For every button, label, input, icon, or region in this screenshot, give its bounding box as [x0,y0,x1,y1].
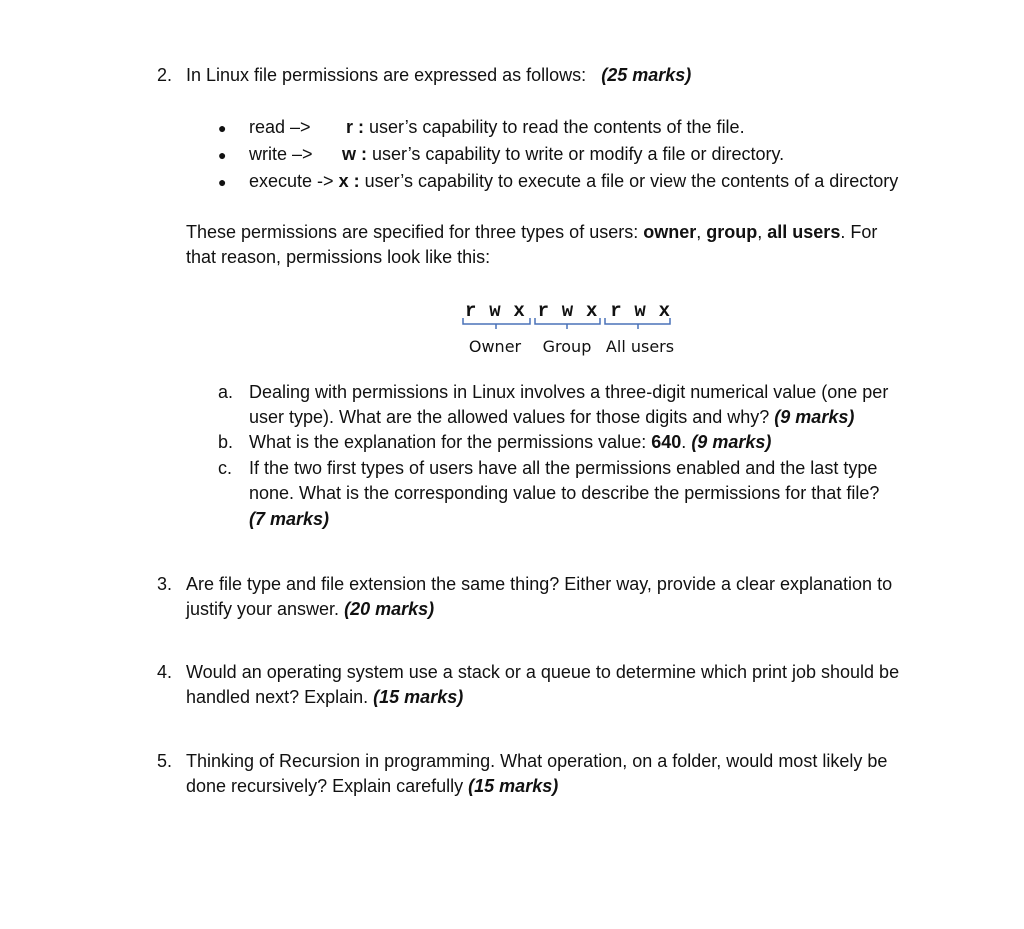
sub-a-letter: a. [218,382,234,402]
bullet-write-body [342,144,784,165]
bullet-read-desc: user’s capability to read the contents of the file. [369,117,745,137]
bullet-read-letter: r : [346,117,364,137]
permission-letter-x: x [586,300,598,322]
bullet-icon: ● [218,120,227,136]
sub-b-marks: (9 marks) [691,432,772,452]
permission-letters [465,300,670,322]
types-paragraph-post: . For [840,222,878,242]
sub-b-letter: b. [218,432,234,452]
question-3-line2 [186,599,434,620]
bullet-execute-desc: user’s capability to execute a file or view the contents of a directory [364,171,899,191]
group-term: group [706,222,758,242]
group-label: Group [542,337,592,356]
question-3-number: 3. [156,574,172,594]
question-3-line1: Are file type and file extension the same thing? Either way, provide a clear explanation to [186,574,893,594]
question-2-text [186,65,691,86]
sub-c-marks: (7 marks) [249,509,330,529]
question-5-line2 [186,776,558,797]
permission-letter-x: x [513,300,525,322]
question-4-line2-text: handled next? Explain. [186,687,369,707]
permission-letter-r: r [465,300,477,322]
bullet-execute-letter: x : [338,171,360,191]
bullet-write-letter: w : [342,144,367,164]
sub-a-line2 [249,407,854,428]
sub-c-line1: If the two first types of users have all the permissions enabled and the last type [249,458,878,478]
question-4-line1: Would an operating system use a stack or a queue to determine which print job should be [186,662,900,682]
sub-b-text: What is the explanation for the permissions value: [249,432,647,452]
bullet-read-body [346,117,745,138]
question-4-line2 [186,687,463,708]
bullet-execute [249,171,898,192]
sub-a-marks: (9 marks) [774,407,855,427]
bullet-icon: ● [218,174,227,190]
question-4-number: 4. [156,662,172,682]
permission-letter-r: r [537,300,550,322]
owner-term: owner [643,222,697,242]
owner-label: Owner [468,337,522,356]
permission-letter-w: w [634,300,646,322]
question-2-marks: (25 marks) [601,65,692,85]
bullet-read-lead: read –> [249,117,311,137]
question-5-marks: (15 marks) [468,776,559,796]
sub-a-line2-text: user type). What are the allowed values for those digits and why? [249,407,770,427]
sub-a-line1: Dealing with permissions in Linux involves a three-digit numerical value (one per [249,382,889,402]
permissions-diagram [455,300,685,362]
question-5-number: 5. [156,751,172,771]
bullet-execute-lead: execute -> [249,171,334,191]
bullet-icon: ● [218,147,227,163]
sub-c-letter: c. [218,458,233,478]
question-2-stem: In Linux file permissions are expressed as follows: [186,65,587,85]
question-2-number: 2. [156,65,172,85]
types-paragraph-pre: These permissions are specified for three types of users: [186,222,639,242]
all-users-label: All users [605,337,675,356]
question-4-marks: (15 marks) [373,687,464,707]
sub-b-line [249,432,771,453]
all-users-term: all users [767,222,841,242]
sub-b-after: . [681,432,687,452]
permission-letter-w: w [489,300,501,322]
sub-c-line2: none. What is the corresponding value to describe the permissions for that file? [249,483,880,503]
bullet-write-lead: write –> [249,144,313,164]
types-paragraph-line1: These permissions are specified for three types of users: owner, group, all users. For [186,222,878,242]
question-3-marks: (20 marks) [344,599,435,619]
permission-letter-w: w [561,300,574,322]
question-3-line2-text: justify your answer. [186,599,340,619]
bullet-write-desc: user’s capability to write or modify a file or directory. [372,144,785,164]
sub-b-value: 640 [651,432,682,452]
permission-letter-r: r [610,300,622,322]
question-5-line1: Thinking of Recursion in programming. What operation, on a folder, would most likely be [186,751,888,771]
types-paragraph-line2: that reason, permissions look like this: [186,247,491,267]
question-5-line2-text: done recursively? Explain carefully [186,776,464,796]
permission-letter-x: x [658,300,671,322]
